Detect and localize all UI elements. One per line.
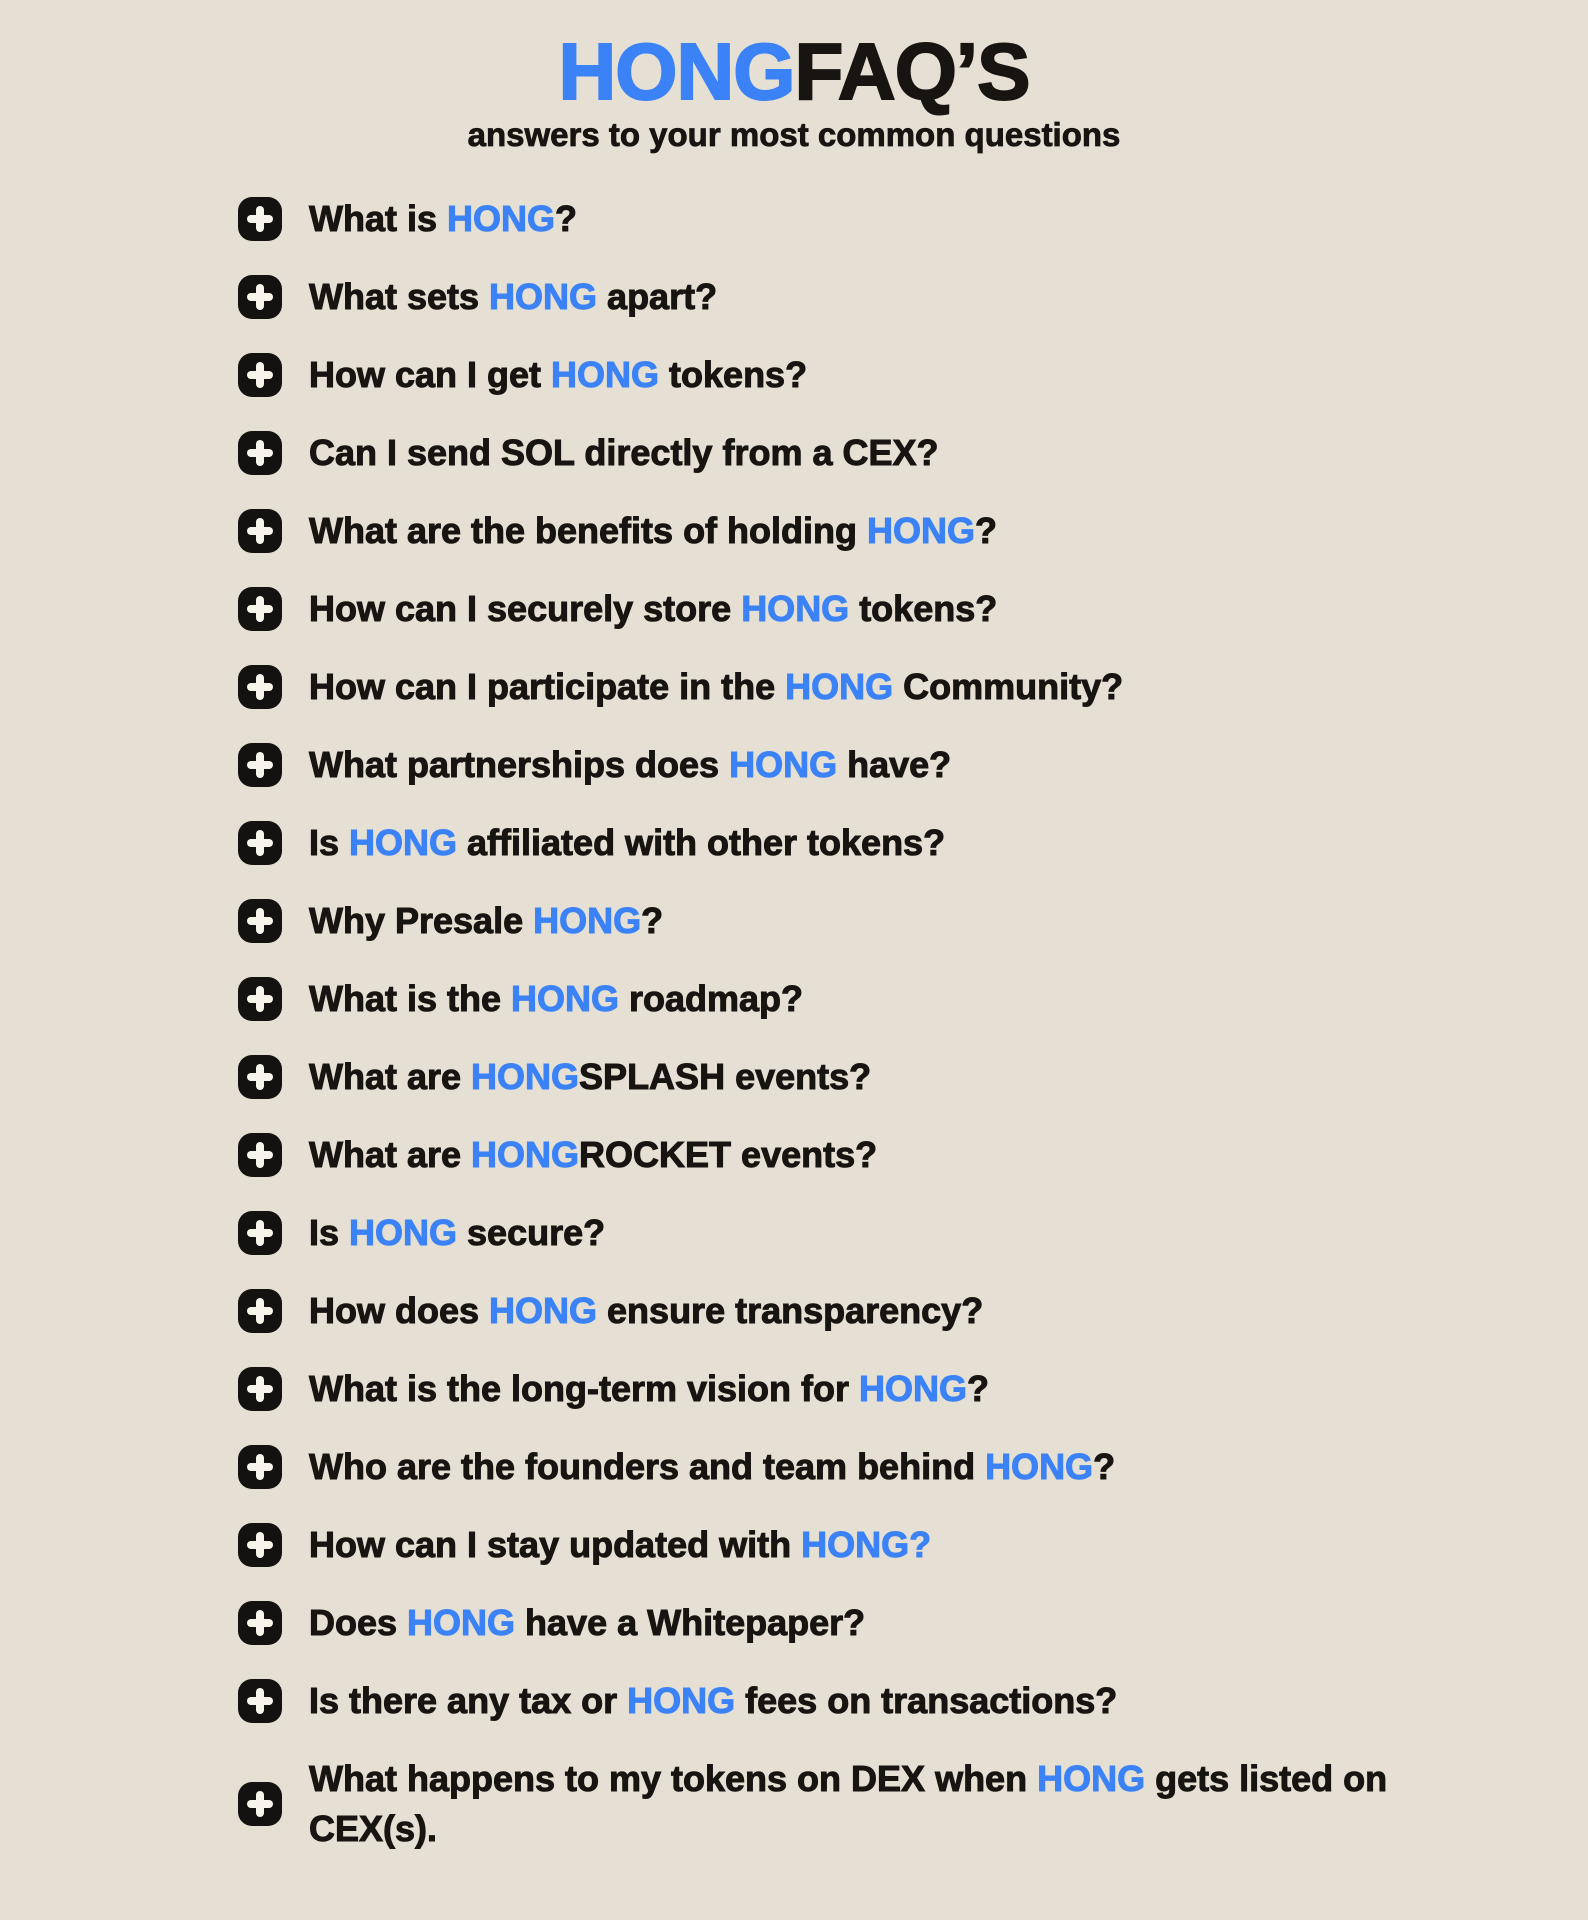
plus-icon[interactable]	[238, 665, 282, 709]
question-text: have?	[837, 744, 952, 785]
question-highlight: HONG	[489, 1290, 598, 1331]
faq-question-line	[309, 1804, 1387, 1854]
faq-question-text	[309, 1364, 989, 1414]
plus-icon[interactable]	[238, 977, 282, 1021]
plus-icon[interactable]	[238, 587, 282, 631]
faq-question-line	[309, 896, 663, 946]
plus-icon-bar	[256, 362, 264, 388]
faq-question-text	[309, 740, 951, 790]
plus-icon-bar	[256, 1220, 264, 1246]
question-text: Who are the founders and team behind	[309, 1446, 986, 1487]
faq-question-line	[309, 272, 717, 322]
question-text: How does	[309, 1290, 490, 1331]
plus-icon-bar	[256, 518, 264, 544]
plus-icon[interactable]	[238, 1782, 282, 1826]
faq-question-line	[309, 1676, 1117, 1726]
plus-icon-bar	[256, 1142, 264, 1168]
question-text: What is the	[309, 978, 512, 1019]
plus-icon[interactable]	[238, 275, 282, 319]
faq-item[interactable]	[238, 974, 1528, 1024]
question-text: ?	[555, 198, 578, 239]
question-text: secure?	[457, 1212, 606, 1253]
faq-item[interactable]	[238, 350, 1528, 400]
faq-item[interactable]	[238, 662, 1528, 712]
plus-icon[interactable]	[238, 1211, 282, 1255]
faq-item[interactable]	[238, 428, 1528, 478]
faq-question-line	[309, 506, 997, 556]
question-highlight: HONG	[489, 276, 598, 317]
question-text: Community?	[893, 666, 1124, 707]
plus-icon-bar	[256, 752, 264, 778]
faq-question-text	[309, 1286, 983, 1336]
question-text: Why Presale	[309, 900, 534, 941]
question-text: apart?	[597, 276, 718, 317]
question-text: gets listed on	[1145, 1758, 1388, 1799]
faq-question-line	[309, 1442, 1115, 1492]
plus-icon-bar	[256, 986, 264, 1012]
faq-question-line	[309, 194, 577, 244]
plus-icon-bar	[256, 440, 264, 466]
faq-item[interactable]	[238, 1208, 1528, 1258]
question-text: tokens?	[849, 588, 998, 629]
question-text: Is	[309, 822, 350, 863]
faq-item[interactable]	[238, 272, 1528, 322]
faq-question-line	[309, 1286, 983, 1336]
plus-icon-bar	[256, 1298, 264, 1324]
faq-item[interactable]	[238, 1598, 1528, 1648]
plus-icon[interactable]	[238, 743, 282, 787]
question-highlight: HONG	[551, 354, 660, 395]
question-text: ?	[967, 1368, 990, 1409]
faq-question-line	[309, 1598, 865, 1648]
title-rest: FAQ’S	[794, 27, 1030, 116]
question-text: What sets	[309, 276, 490, 317]
faq-item[interactable]	[238, 896, 1528, 946]
plus-icon[interactable]	[238, 509, 282, 553]
faq-question-text	[309, 272, 717, 322]
plus-icon-bar	[256, 206, 264, 232]
faq-item[interactable]	[238, 194, 1528, 244]
plus-icon-bar	[256, 284, 264, 310]
faq-item[interactable]	[238, 1676, 1528, 1726]
question-highlight: HONG	[627, 1680, 736, 1721]
page-subtitle: answers to your most common questions	[467, 116, 1121, 153]
faq-item[interactable]	[238, 1520, 1528, 1570]
question-text: What are the benefits of holding	[309, 510, 867, 551]
faq-question-text	[309, 1052, 871, 1102]
plus-icon[interactable]	[238, 821, 282, 865]
faq-question-text	[309, 194, 577, 244]
faq-question-line	[309, 1052, 871, 1102]
question-text: Can I send SOL directly from a CEX?	[309, 432, 939, 473]
faq-item[interactable]	[238, 1442, 1528, 1492]
faq-question-text	[309, 428, 939, 478]
plus-icon[interactable]	[238, 899, 282, 943]
plus-icon[interactable]	[238, 1133, 282, 1177]
question-text: How can I stay updated with	[309, 1524, 802, 1565]
plus-icon[interactable]	[238, 431, 282, 475]
faq-question-line	[309, 740, 951, 790]
faq-question-text	[309, 584, 997, 634]
faq-question-text	[309, 1442, 1115, 1492]
question-text: CEX(s).	[309, 1808, 438, 1849]
question-text: SPLASH events?	[579, 1056, 872, 1097]
faq-item[interactable]	[238, 1130, 1528, 1180]
question-highlight: HONG	[741, 588, 850, 629]
plus-icon-bar	[256, 830, 264, 856]
question-highlight: HONG	[985, 1446, 1094, 1487]
question-highlight: HONG	[447, 198, 556, 239]
faq-question-text	[309, 1676, 1117, 1726]
plus-icon[interactable]	[238, 353, 282, 397]
faq-question-text	[309, 1208, 605, 1258]
plus-icon-bar	[256, 1791, 264, 1817]
question-text: Does	[309, 1602, 408, 1643]
faq-question-text	[309, 896, 663, 946]
question-text: roadmap?	[619, 978, 804, 1019]
faq-question-text	[309, 974, 803, 1024]
plus-icon[interactable]	[238, 1367, 282, 1411]
faq-item[interactable]	[238, 818, 1528, 868]
question-highlight: HONG	[471, 1134, 580, 1175]
faq-question-text	[309, 350, 807, 400]
plus-icon[interactable]	[238, 197, 282, 241]
faq-item[interactable]	[238, 1364, 1528, 1414]
faq-list	[238, 194, 1528, 1854]
question-highlight: HONG	[729, 744, 838, 785]
question-text: What partnerships does	[309, 744, 730, 785]
question-text: Is	[309, 1212, 350, 1253]
faq-question-line	[309, 662, 1123, 712]
faq-question-line	[309, 818, 945, 868]
question-highlight: HONG	[349, 822, 458, 863]
question-text: ensure transparency?	[597, 1290, 984, 1331]
faq-item[interactable]	[238, 1286, 1528, 1336]
faq-item[interactable]	[238, 740, 1528, 790]
question-text: How can I participate in the	[309, 666, 786, 707]
question-text: ROCKET events?	[579, 1134, 878, 1175]
question-text: What happens to my tokens on DEX when	[309, 1758, 1038, 1799]
question-highlight: HONG	[511, 978, 620, 1019]
question-highlight: HONG	[471, 1056, 580, 1097]
plus-icon-bar	[256, 908, 264, 934]
question-text: have a Whitepaper?	[515, 1602, 866, 1643]
plus-icon[interactable]	[238, 1523, 282, 1567]
question-text: What is the long-term vision for	[309, 1368, 860, 1409]
faq-question-line	[309, 974, 803, 1024]
faq-question-line	[309, 1208, 605, 1258]
question-text: tokens?	[659, 354, 808, 395]
page-title	[0, 0, 1588, 116]
question-text: What is	[309, 198, 448, 239]
faq-question-text	[309, 662, 1123, 712]
plus-icon[interactable]	[238, 1445, 282, 1489]
faq-question-text	[309, 1520, 931, 1570]
question-text: affiliated with other tokens?	[457, 822, 946, 863]
question-text: How can I securely store	[309, 588, 742, 629]
question-text: ?	[641, 900, 664, 941]
question-highlight: HONG	[349, 1212, 458, 1253]
question-text: Is there any tax or	[309, 1680, 628, 1721]
question-highlight: HONG	[867, 510, 975, 551]
faq-item[interactable]	[238, 1052, 1528, 1102]
faq-question-line	[309, 1754, 1387, 1804]
faq-question-text	[309, 1598, 865, 1648]
faq-item[interactable]	[238, 506, 1528, 556]
faq-question-text	[309, 1754, 1387, 1854]
question-text: How can I get	[309, 354, 552, 395]
question-text: What are	[309, 1056, 472, 1097]
question-text: ?	[1093, 1446, 1116, 1487]
faq-question-text	[309, 506, 997, 556]
title-brand: HONG	[558, 27, 795, 116]
plus-icon-bar	[256, 596, 264, 622]
question-highlight: HONG	[407, 1602, 516, 1643]
plus-icon-bar	[256, 1610, 264, 1636]
question-text: ?	[975, 510, 997, 551]
faq-item[interactable]	[238, 1754, 1528, 1854]
plus-icon[interactable]	[238, 1601, 282, 1645]
faq-question-text	[309, 1130, 877, 1180]
plus-icon[interactable]	[238, 1055, 282, 1099]
plus-icon[interactable]	[238, 1289, 282, 1333]
faq-question-line	[309, 1130, 877, 1180]
question-highlight: HONG	[533, 900, 642, 941]
plus-icon-bar	[256, 1688, 264, 1714]
faq-question-text	[309, 818, 945, 868]
plus-icon-bar	[256, 674, 264, 700]
question-highlight: HONG?	[801, 1524, 932, 1565]
question-highlight: HONG	[785, 666, 894, 707]
plus-icon[interactable]	[238, 1679, 282, 1723]
plus-icon-bar	[256, 1376, 264, 1402]
faq-question-line	[309, 584, 997, 634]
plus-icon-bar	[256, 1064, 264, 1090]
faq-question-line	[309, 350, 807, 400]
faq-item[interactable]	[238, 584, 1528, 634]
faq-question-line	[309, 428, 939, 478]
faq-question-line	[309, 1364, 989, 1414]
question-highlight: HONG	[1037, 1758, 1146, 1799]
faq-question-line	[309, 1520, 931, 1570]
question-text: fees on transactions?	[735, 1680, 1118, 1721]
plus-icon-bar	[256, 1454, 264, 1480]
question-highlight: HONG	[859, 1368, 968, 1409]
question-text: What are	[309, 1134, 472, 1175]
plus-icon-bar	[256, 1532, 264, 1558]
